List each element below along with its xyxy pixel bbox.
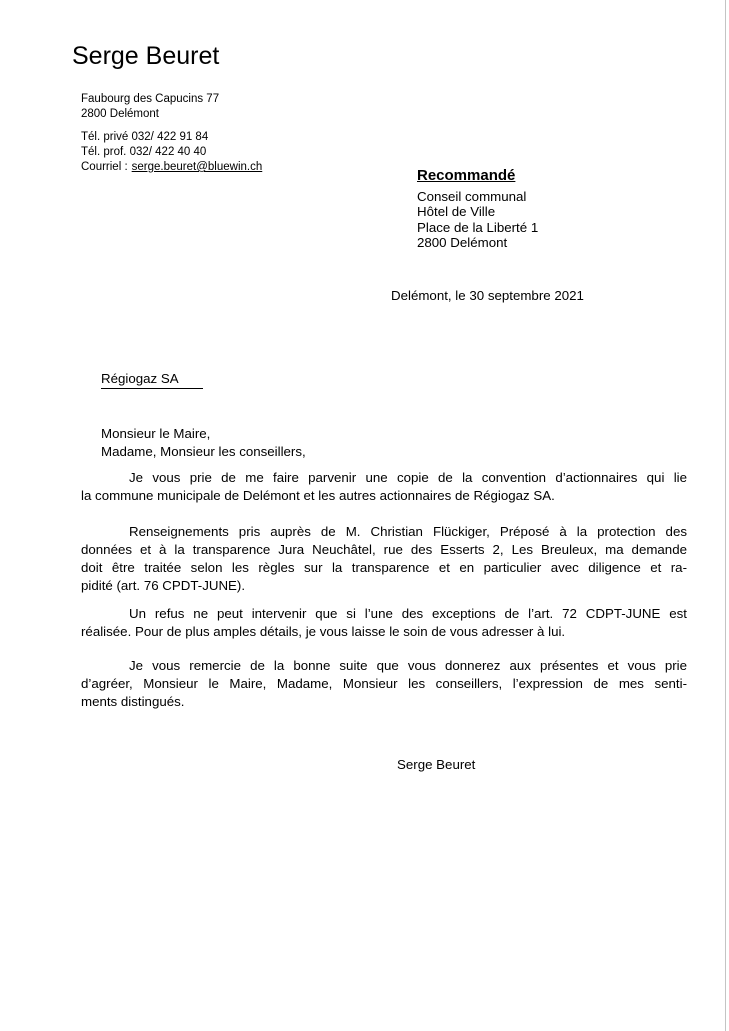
body-line: données et à la transparence Jura Neuchâtel, rue des Esserts 2, Les Breuleux, ma demande <box>81 542 687 557</box>
body-paragraph-1 <box>81 469 687 505</box>
signature-name: Serge Beuret <box>397 757 476 772</box>
body-line: Un refus ne peut intervenir que si l’une des exceptions de l’art. 72 CDPT-JUNE est <box>129 606 687 621</box>
salutation-block <box>101 425 306 461</box>
sender-email-row <box>81 160 262 175</box>
sender-name: Serge Beuret <box>72 42 220 70</box>
recipient-line: 2800 Delémont <box>417 235 508 251</box>
sender-phone-private: Tél. privé 032/ 422 91 84 <box>81 131 209 143</box>
subject-line <box>101 371 203 389</box>
email-label: Courriel : <box>81 161 128 173</box>
sender-address-block <box>81 92 219 122</box>
body-line: doit être traitée selon les règles sur la transparence et en particulier avec diligence et ra- <box>81 560 687 575</box>
sender-contact-block <box>81 130 262 175</box>
sender-street: Faubourg des Capucins 77 <box>81 93 220 105</box>
body-line: pidité (art. 76 CPDT-JUNE). <box>81 578 246 593</box>
page-edge-line <box>725 0 726 1031</box>
recipient-line: Conseil communal <box>417 189 527 204</box>
recipient-line: Hôtel de Ville <box>417 204 496 220</box>
body-paragraph-4 <box>81 657 687 711</box>
body-paragraph-3 <box>81 605 687 641</box>
body-line: Je vous prie de me faire parvenir une copie de la convention d’actionnaires qui lie <box>129 470 687 485</box>
body-line: ments distingués. <box>81 694 185 709</box>
body-line: la commune municipale de Delémont et les autres actionnaires de Régiogaz SA. <box>81 488 555 503</box>
subject-text: Régiogaz SA <box>101 371 203 389</box>
recipient-block <box>417 167 538 251</box>
body-line: d’agréer, Monsieur le Maire, Madame, Monsieur les conseillers, l’expression de mes senti- <box>81 676 687 691</box>
salutation-line: Madame, Monsieur les conseillers, <box>101 444 306 459</box>
sender-city: 2800 Delémont <box>81 108 159 120</box>
sender-phone-prof: Tél. prof. 032/ 422 40 40 <box>81 146 207 158</box>
delivery-mode-label: Recommandé <box>417 167 516 184</box>
body-line: Renseignements pris auprès de M. Christian Flückiger, Préposé à la protection des <box>129 524 687 539</box>
date-line: Delémont, le 30 septembre 2021 <box>391 288 584 303</box>
body-line: Je vous remercie de la bonne suite que vous donnerez aux présentes et vous prie <box>129 658 687 673</box>
recipient-line: Place de la Liberté 1 <box>417 219 539 235</box>
salutation-line: Monsieur le Maire, <box>101 426 211 441</box>
email-link[interactable]: serge.beuret@bluewin.ch <box>131 161 263 173</box>
body-line: réalisée. Pour de plus amples détails, je vous laisse le soin de vous adresser à lui. <box>81 624 566 639</box>
body-paragraph-2 <box>81 523 687 595</box>
